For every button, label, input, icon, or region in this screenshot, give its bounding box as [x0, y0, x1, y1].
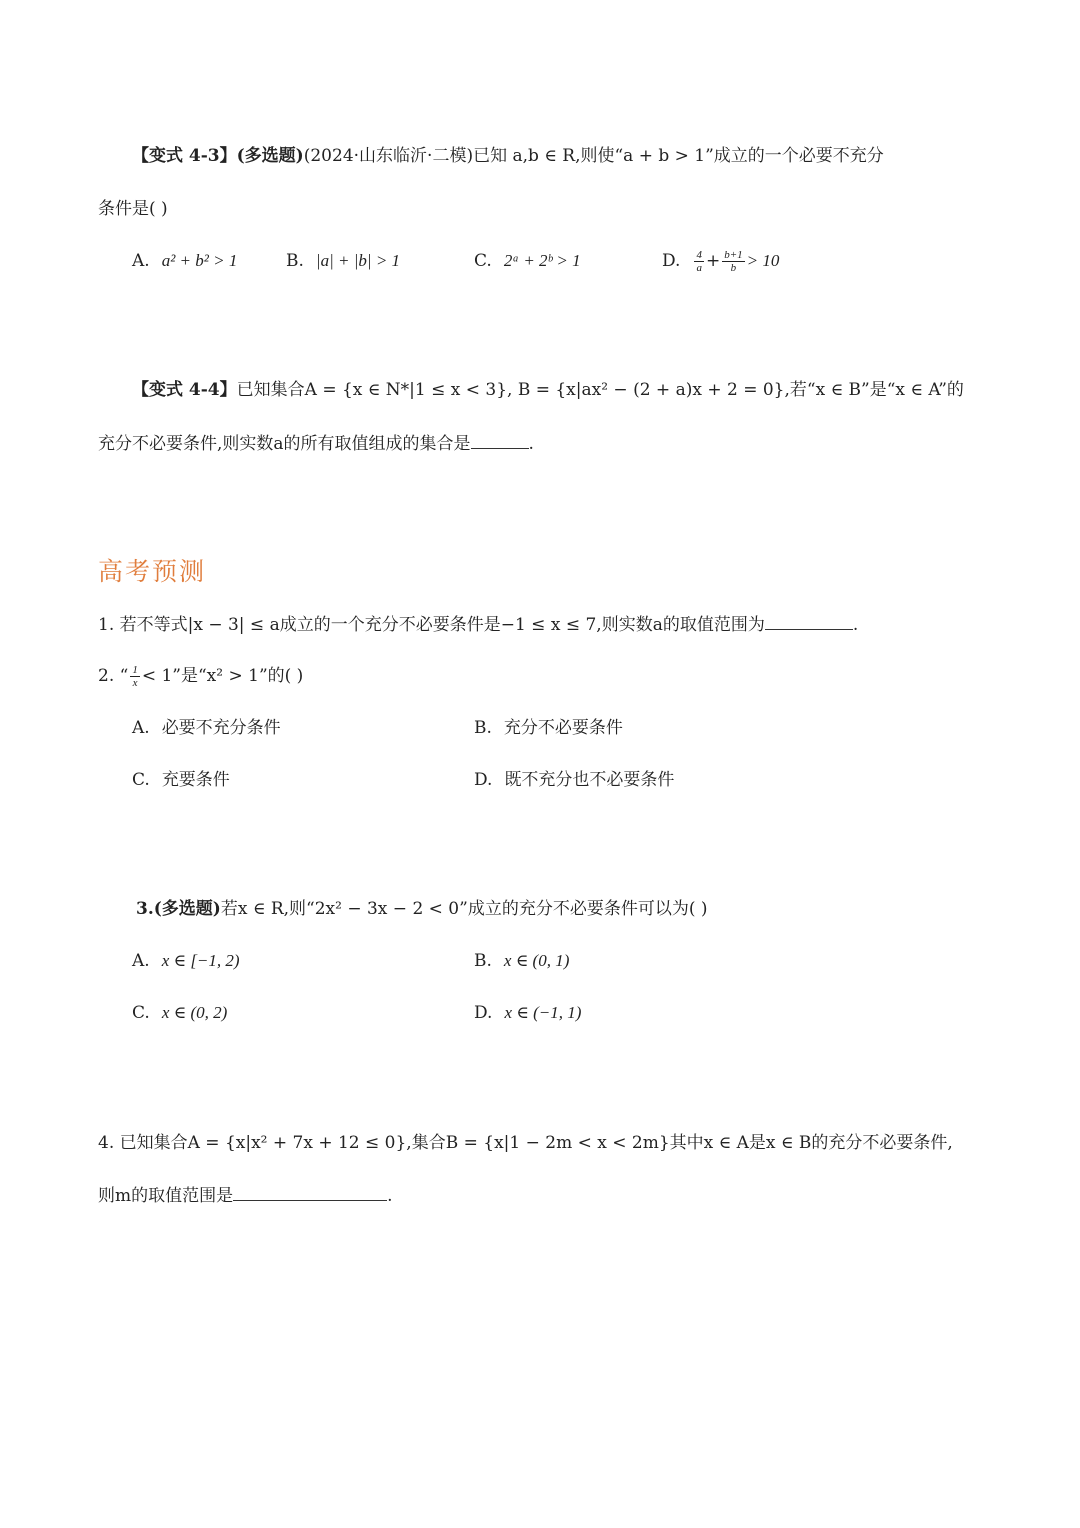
- v43-option-b[interactable]: [286, 248, 400, 274]
- v43-tag: 【变式 4-3】: [132, 146, 237, 166]
- option-letter: A.: [132, 251, 150, 271]
- option-text: 必要不充分条件: [161, 718, 281, 738]
- option-letter: A.: [132, 951, 150, 971]
- option-text: x ∈ (−1, 1): [504, 1003, 582, 1022]
- option-letter: C.: [132, 1003, 150, 1023]
- q1-line: [98, 611, 858, 638]
- period: .: [852, 615, 859, 635]
- fraction-numerator: 4: [696, 249, 702, 261]
- option-letter: D.: [474, 770, 493, 790]
- q4-line2: [98, 1182, 393, 1209]
- answer-blank[interactable]: [765, 611, 853, 630]
- v43-option-c[interactable]: [474, 248, 581, 274]
- q2-line: [98, 663, 303, 689]
- option-text: |a| + |b| > 1: [315, 251, 401, 270]
- q3-option-a[interactable]: [132, 948, 240, 974]
- q3-line: [136, 896, 708, 922]
- q2-option-a[interactable]: [132, 715, 281, 741]
- option-letter: B.: [474, 951, 492, 971]
- fraction-denominator: a: [696, 262, 702, 274]
- section-title: 高考预测: [98, 557, 207, 586]
- option-text: 充要条件: [161, 770, 230, 790]
- fraction: [722, 249, 744, 274]
- fraction-denominator: b: [730, 262, 737, 274]
- answer-blank[interactable]: [471, 430, 529, 449]
- v43-stem-line1: (2024·山东临沂·二模)已知 a,b ∈ R,则使“a + b > 1”成立的一个必要不充分: [303, 146, 884, 166]
- v44-stem-line2: 充分不必要条件,则实数a的所有取值组成的集合是: [98, 434, 471, 454]
- period: .: [387, 1186, 393, 1206]
- option-letter: C.: [474, 251, 492, 271]
- v43-type: (多选题): [236, 146, 304, 166]
- q3-number: 3.: [136, 899, 154, 919]
- q3-type: (多选题): [153, 899, 221, 919]
- q2-post: < 1”是“x² > 1”的( ): [141, 666, 304, 686]
- q3-option-c[interactable]: [132, 1000, 227, 1026]
- v44-line2: [98, 430, 534, 457]
- q3-option-d[interactable]: [474, 1000, 581, 1026]
- option-text: 2ᵃ + 2ᵇ > 1: [503, 251, 581, 270]
- q4-text-line2: 则m的取值范围是: [98, 1186, 234, 1206]
- option-letter: B.: [474, 718, 492, 738]
- q2-option-d[interactable]: [474, 767, 674, 793]
- option-letter: B.: [286, 251, 304, 271]
- answer-blank[interactable]: [233, 1182, 387, 1201]
- q1-text: 1. 若不等式|x − 3| ≤ a成立的一个充分不必要条件是−1 ≤ x ≤ 7,则实数a的取值范围为: [98, 615, 765, 635]
- option-text: 既不充分也不必要条件: [504, 770, 675, 790]
- period: .: [528, 434, 534, 454]
- option-text: x ∈ (0, 2): [161, 1003, 228, 1022]
- q2-pre: 2. “: [98, 666, 129, 686]
- q3-text: 若x ∈ R,则“2x² − 3x − 2 < 0”成立的充分不必要条件可以为( ): [220, 899, 708, 919]
- option-text: 充分不必要条件: [503, 718, 623, 738]
- plus-sign: +: [705, 251, 721, 271]
- option-text: a² + b² > 1: [161, 251, 238, 270]
- fraction-numerator: b+1: [724, 249, 743, 261]
- v43-option-d[interactable]: [662, 248, 779, 274]
- option-letter: D.: [662, 251, 681, 271]
- v43-line2: 条件是( ): [98, 199, 168, 219]
- v44-stem-line1: 已知集合A = {x ∈ N*|1 ≤ x < 3}, B = {x|ax² − (2 + a)x + 2 = 0},若“x ∈ B”是“x ∈ A”的: [236, 380, 964, 400]
- v43-option-a[interactable]: [132, 248, 237, 274]
- fraction: [130, 664, 140, 689]
- option-tail: > 10: [746, 251, 780, 270]
- fraction-numerator: 1: [132, 664, 138, 676]
- option-text: x ∈ [−1, 2): [161, 951, 240, 970]
- option-text: x ∈ (0, 1): [503, 951, 570, 970]
- v44-line1: [132, 377, 964, 403]
- v43-line1: [132, 143, 884, 169]
- q4-line1: 4. 已知集合A = {x|x² + 7x + 12 ≤ 0},集合B = {x|1 − 2m < x < 2m}其中x ∈ A是x ∈ B的充分不必要条件,: [98, 1133, 953, 1153]
- fraction-denominator: x: [132, 677, 138, 689]
- fraction: [694, 249, 704, 274]
- v44-tag: 【变式 4-4】: [132, 380, 237, 400]
- option-letter: A.: [132, 718, 150, 738]
- option-letter: D.: [474, 1003, 493, 1023]
- q2-option-b[interactable]: [474, 715, 623, 741]
- q2-option-c[interactable]: [132, 767, 230, 793]
- option-letter: C.: [132, 770, 150, 790]
- q3-option-b[interactable]: [474, 948, 569, 974]
